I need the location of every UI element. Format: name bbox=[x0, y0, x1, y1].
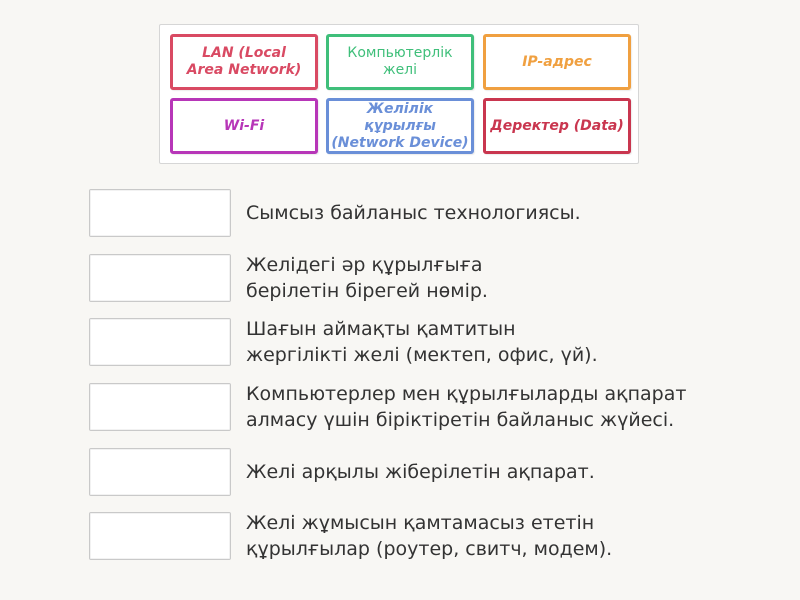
drop-slot-5[interactable] bbox=[89, 448, 231, 496]
definition-text: Сымсыз байланыс технологиясы. bbox=[246, 202, 581, 224]
card-ip-address[interactable]: IP-адрес bbox=[483, 34, 631, 90]
match-row-4 bbox=[89, 383, 779, 435]
definition-text: Компьютерлер мен құрылғыларды ақпарат алмасу үшін біріктіретін байланыс жүйесі. bbox=[246, 383, 687, 431]
match-row-2 bbox=[89, 254, 779, 306]
match-row-1 bbox=[89, 189, 779, 241]
drop-slot-2[interactable] bbox=[89, 254, 231, 302]
definition-text: Желі жұмысын қамтамасыз ететін құрылғылар (роутер, свитч, модем). bbox=[246, 512, 613, 560]
card-data[interactable]: Деректер (Data) bbox=[483, 98, 631, 154]
card-wifi[interactable]: Wi-Fi bbox=[170, 98, 318, 154]
match-row-3 bbox=[89, 318, 779, 370]
drop-slot-3[interactable] bbox=[89, 318, 231, 366]
drop-slot-4[interactable] bbox=[89, 383, 231, 431]
drop-slot-1[interactable] bbox=[89, 189, 231, 237]
match-row-5 bbox=[89, 448, 779, 500]
card-computer-network[interactable]: Компьютерлік желі bbox=[326, 34, 474, 90]
match-row-6 bbox=[89, 512, 779, 564]
drop-slot-6[interactable] bbox=[89, 512, 231, 560]
definition-text: Шағын аймақты қамтитын жергілікті желі (мектеп, офис, үй). bbox=[246, 318, 598, 366]
card-network-device[interactable]: Желілік құрылғы (Network Device) bbox=[326, 98, 474, 154]
definition-text: Желі арқылы жіберілетін ақпарат. bbox=[246, 461, 595, 483]
card-lan[interactable]: LAN (Local Area Network) bbox=[170, 34, 318, 90]
definition-text: Желідегі әр құрылғыға берілетін бірегей нөмір. bbox=[246, 254, 488, 302]
card-bank bbox=[159, 24, 639, 164]
